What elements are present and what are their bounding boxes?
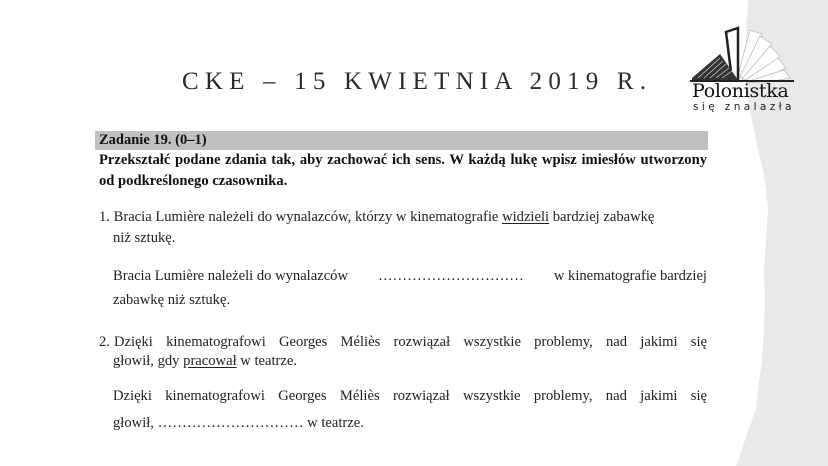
answer-blank[interactable]: …………………………	[377, 268, 524, 284]
item-number: 1.	[99, 209, 110, 225]
item-1-rewrite-line1	[113, 266, 707, 286]
item-1-original-line1	[99, 207, 654, 227]
rewrite-text: Bracia Lumière należeli do wynalazców	[113, 268, 349, 284]
task-label: Zadanie 19. (0–1)	[99, 132, 207, 148]
item-1-rewrite-line2: zabawkę niż sztukę.	[113, 292, 231, 308]
rewrite-text-after: w kinematografie bardziej	[553, 268, 707, 284]
item-2-original-line2	[113, 351, 297, 371]
item-number: 2.	[99, 334, 110, 350]
answer-blank[interactable]: …………………………	[157, 415, 304, 431]
item-2-text-after: w teatrze.	[236, 353, 297, 369]
logo-subtitle: się znalazła	[693, 101, 795, 113]
item-2-text: Dzięki kinematografowi Georges Méliès rozwiązał wszystkie problemy, nad jakimi się	[113, 334, 707, 350]
logo-name: Polonistka	[692, 80, 789, 102]
item-2-rewrite-line2	[113, 413, 364, 433]
task-instruction: Przekształć podane zdania tak, aby zachować ich sens. W każdą lukę wpisz imiesłów utworzony od podkreślonego czasownika.	[99, 152, 707, 189]
item-2-rewrite-line1: Dzięki kinematografowi Georges Méliès rozwiązał wszystkie problemy, nad jakimi się	[113, 388, 707, 404]
item-1-original-line2: niż sztukę.	[113, 230, 176, 246]
item-2-text: głowił, gdy	[113, 353, 184, 369]
underlined-verb: widzieli	[502, 209, 550, 225]
item-2-original-line1	[99, 332, 707, 352]
rewrite-text: głowił,	[113, 415, 158, 431]
task-header-bar	[95, 131, 708, 150]
item-1-text: Bracia Lumière należeli do wynalazców, którzy w kinematografie	[113, 209, 503, 225]
underlined-verb: pracował	[183, 353, 237, 369]
item-1-text-after: bardziej zabawkę	[549, 209, 655, 225]
page-title: CKE – 15 KWIETNIA 2019 R.	[182, 68, 653, 95]
rewrite-text-after: w teatrze.	[303, 415, 364, 431]
